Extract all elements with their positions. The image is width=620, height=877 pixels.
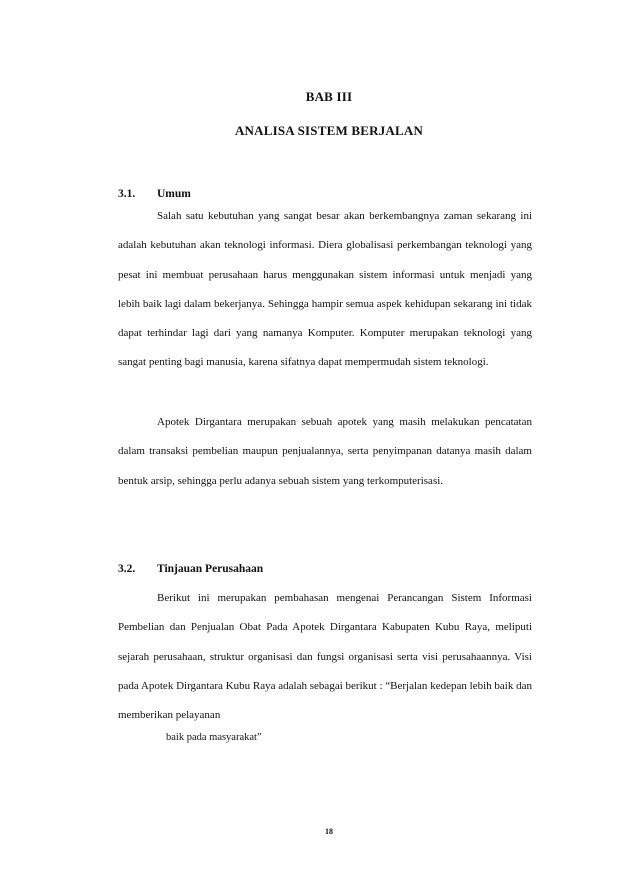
paragraph-tinjauan-1: Berikut ini merupakan pembahasan mengenai Perancangan Sistem Informasi Pembelian dan Penjualan Obat Pada Apotek Dirgantara Kabupaten Kubu Raya, meliputi sejarah perusahaan, struktur organisasi dan fungsi organisasi serta visi perusahaannya. Visi pada Apotek Dirgantara Kubu Raya adalah sebagai berikut : “Berjalan kedepan lebih baik dan memberikan pelayanan xyxy=(118,592,532,722)
chapter-title: ANALISA SISTEM BERJALAN xyxy=(234,123,424,138)
section-heading-umum xyxy=(118,188,191,200)
page-number: 18 xyxy=(325,827,333,836)
section-title: Tinjauan Perusahaan xyxy=(157,563,264,575)
section-heading-tinjauan xyxy=(118,563,263,575)
paragraph-umum-1: Salah satu kebutuhan yang sangat besar akan berkembangnya zaman sekarang ini adalah kebutuhan akan teknologi informasi. Diera globalisasi perkembangan teknologi yang pesat ini membuat perusahaan harus menggunakan sistem informasi untuk menjadi yang lebih baik lagi dalam bekerjanya. Sehingga hampir semua aspek kehidupan sekarang ini tidak dapat terhindar lagi dari yang namanya Komputer. Komputer merupakan teknologi yang sangat penting bagi manusia, karena sifatnya dapat mempermudah sistem teknologi. xyxy=(118,210,532,369)
section-title: Umum xyxy=(157,188,191,200)
paragraph-umum-2: Apotek Dirgantara merupakan sebuah apotek yang masih melakukan pencatatan dalam transaksi pembelian maupun penjualannya, serta penyimpanan datanya masih dalam bentuk arsip, sehingga perlu adanya sebuah sistem yang terkomputerisasi. xyxy=(118,416,532,487)
section-number: 3.2. xyxy=(118,563,136,575)
section-number: 3.1. xyxy=(118,188,136,200)
vision-quote-continuation: baik pada masyarakat” xyxy=(166,732,262,743)
chapter-number: BAB III xyxy=(305,89,353,104)
